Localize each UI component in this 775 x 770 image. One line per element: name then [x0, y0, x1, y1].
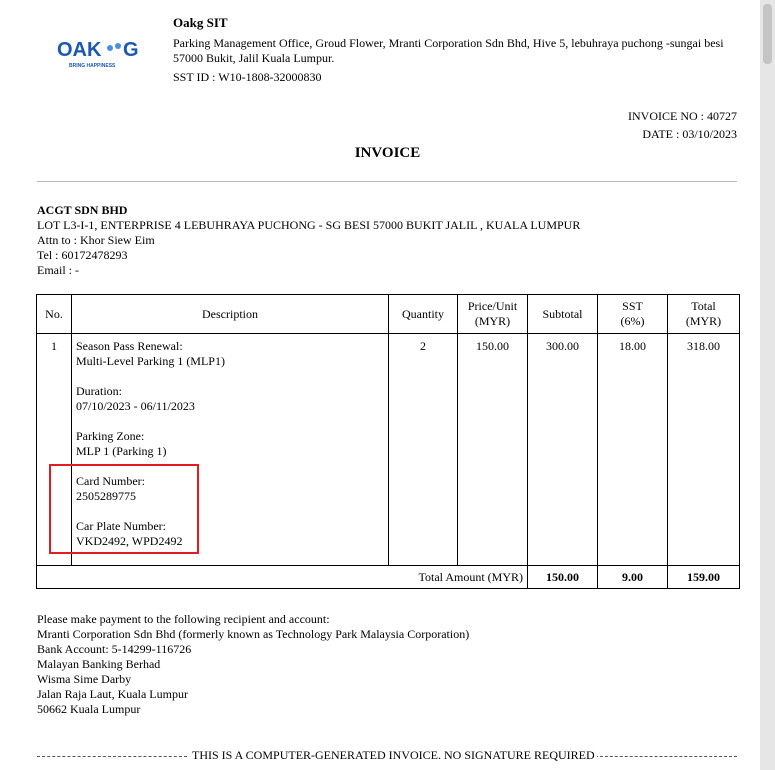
footer-dash-right — [585, 756, 737, 757]
customer-address: LOT L3-I-1, ENTERPRISE 4 LEBUHRAYA PUCHONG - SG BESI 57000 BUKIT JALIL , KUALA LUMPUR — [37, 218, 581, 232]
desc-line1: Season Pass Renewal: — [76, 339, 183, 353]
payment-address2: Jalan Raja Laut, Kuala Lumpur — [37, 687, 188, 701]
customer-attn: Attn to : Khor Siew Eim — [37, 233, 155, 247]
table-header-row — [37, 295, 740, 334]
sst-id: SST ID : W10-1808-32000830 — [173, 70, 322, 84]
payment-bank-account: Bank Account: 5-14299-116726 — [37, 642, 192, 656]
company-logo — [57, 36, 143, 70]
divider — [37, 181, 737, 182]
header-price-unit: Price/Unit (MYR) — [458, 295, 528, 334]
payment-intro: Please make payment to the following recipient and account: — [37, 612, 330, 626]
footer-text: THIS IS A COMPUTER-GENERATED INVOICE. NO SIGNATURE REQUIRED — [192, 748, 595, 762]
duration-label: Duration: — [76, 384, 122, 398]
header-subtotal: Subtotal — [528, 295, 598, 334]
footer-dash-left — [37, 756, 187, 757]
payment-recipient: Mranti Corporation Sdn Bhd (formerly known as Technology Park Malaysia Corporation) — [37, 627, 470, 641]
duration-value: 07/10/2023 - 06/11/2023 — [76, 399, 195, 413]
total-sst: 9.00 — [598, 566, 668, 589]
customer-email: Email : - — [37, 263, 79, 277]
svg-text:OAK: OAK — [57, 39, 102, 61]
row-price-unit: 150.00 — [458, 334, 528, 566]
total-row — [37, 566, 740, 589]
footer — [37, 748, 737, 763]
scrollbar-thumb[interactable] — [763, 4, 772, 64]
header-no: No. — [37, 295, 72, 334]
car-plate-value: VKD2492, WPD2492 — [76, 534, 183, 548]
payment-address1: Wisma Sime Darby — [37, 672, 132, 686]
row-sst: 18.00 — [598, 334, 668, 566]
row-quantity: 2 — [389, 334, 458, 566]
payment-info — [37, 612, 469, 717]
row-total: 318.00 — [668, 334, 740, 566]
highlight-box — [49, 464, 199, 554]
company-address: Parking Management Office, Groud Flower, Mranti Corporation Sdn Bhd, Hive 5, lebuhraya puchong -sungai besi 57000 Bukit, Jalil Kuala Lumpur. — [173, 36, 724, 65]
customer-tel: Tel : 60172478293 — [37, 248, 128, 262]
car-plate-label: Car Plate Number: — [76, 519, 166, 533]
invoice-meta — [628, 107, 737, 143]
row-no: 1 — [37, 334, 72, 566]
payment-address3: 50662 Kuala Lumpur — [37, 702, 141, 716]
total-total: 159.00 — [668, 566, 740, 589]
invoice-title: INVOICE — [354, 145, 421, 161]
total-subtotal: 150.00 — [528, 566, 598, 589]
svg-text:G: G — [123, 39, 139, 61]
customer-name: ACGT SDN BHD — [37, 203, 128, 217]
invoice-date: DATE : 03/10/2023 — [642, 127, 737, 141]
payment-bank-name: Malayan Banking Berhad — [37, 657, 161, 671]
header-quantity: Quantity — [389, 295, 458, 334]
card-number-label: Card Number: — [76, 474, 145, 488]
vertical-scrollbar[interactable] — [760, 0, 775, 770]
company-name: Oakg SIT — [173, 15, 228, 30]
header-total: Total (MYR) — [668, 295, 740, 334]
customer-block — [37, 203, 580, 278]
svg-text:BRING HAPPINESS: BRING HAPPINESS — [69, 63, 116, 69]
total-label: Total Amount (MYR) — [37, 566, 528, 589]
invoice-number: INVOICE NO : 40727 — [628, 109, 737, 123]
row-subtotal: 300.00 — [528, 334, 598, 566]
header-sst: SST (6%) — [598, 295, 668, 334]
header-description: Description — [72, 295, 389, 334]
desc-line2: Multi-Level Parking 1 (MLP1) — [76, 354, 225, 368]
card-number-value: 2505289775 — [76, 489, 136, 503]
zone-value: MLP 1 (Parking 1) — [76, 444, 167, 458]
zone-label: Parking Zone: — [76, 429, 145, 443]
